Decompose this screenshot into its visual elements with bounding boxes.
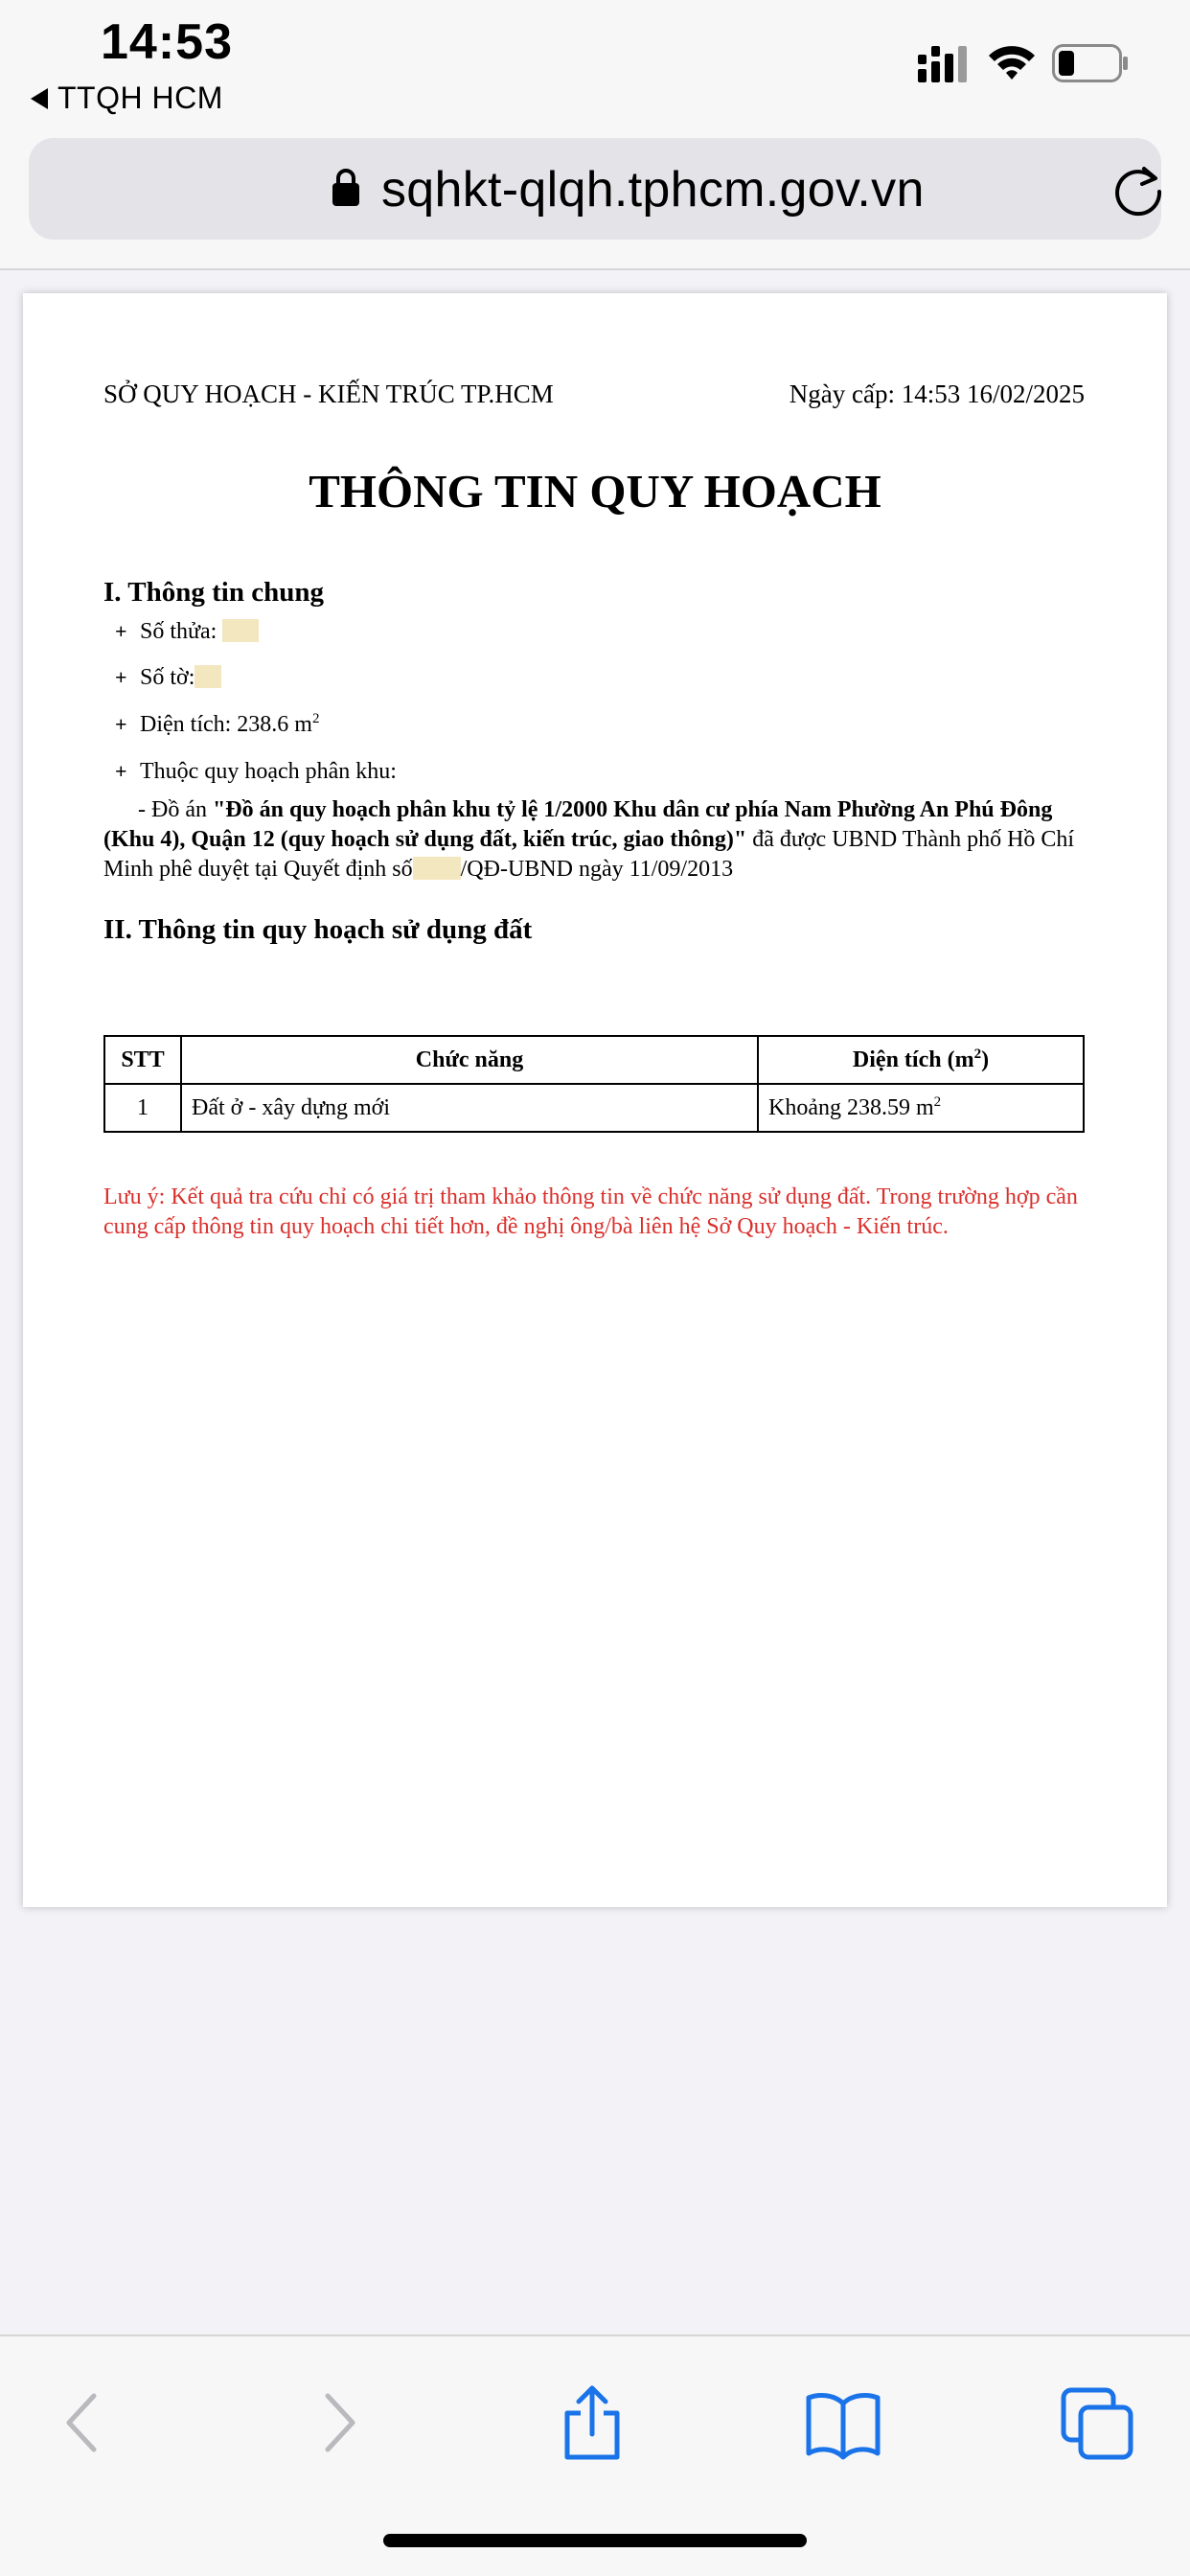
address-bar[interactable] <box>29 138 1161 240</box>
url-text[interactable]: sqhkt-qlqh.tphcm.gov.vn <box>381 162 925 218</box>
wifi-icon <box>987 42 1037 82</box>
plan-name: "Đồ án quy hoạch phân khu tỷ lệ 1/2000 Khu dân cư phía Nam Phường An Phú Đông (Khu 4), Quận 12 (quy hoạch sử dụng đất, kiến trúc, giao thông)" <box>103 797 1053 852</box>
document-page <box>23 293 1167 1907</box>
cell-area-sup: 2 <box>933 1094 942 1110</box>
forward-icon[interactable] <box>301 2384 378 2461</box>
sheet-number-field: + Số tờ: <box>115 665 221 691</box>
redacted-value <box>195 665 221 688</box>
table-row <box>104 1084 1084 1132</box>
agency-name: SỞ QUY HOẠCH - KIẾN TRÚC TP.HCM <box>103 380 554 408</box>
header-area <box>758 1036 1084 1084</box>
header-area-close: ) <box>981 1047 990 1072</box>
cell-area-value: Khoảng 238.59 m <box>768 1095 934 1120</box>
reload-icon[interactable] <box>1111 163 1165 217</box>
section-general-heading: I. Thông tin chung <box>103 577 324 608</box>
header-function: Chức năng <box>181 1036 758 1084</box>
plot-number-label: Số thửa: <box>140 619 217 644</box>
lock-icon <box>332 167 360 207</box>
browser-address-area <box>0 125 1190 270</box>
sheet-number-label: Số tờ: <box>140 665 195 690</box>
plan-description <box>103 795 1096 885</box>
status-time: 14:53 <box>101 14 233 70</box>
area-label: Diện tích: 238.6 m <box>140 712 312 737</box>
battery-icon <box>1052 44 1129 82</box>
area-field: + Diện tích: 238.6 $m^2$ <box>115 711 320 737</box>
home-indicator[interactable] <box>383 2534 807 2547</box>
signal-icon <box>918 46 968 82</box>
header-stt: STT <box>104 1036 181 1084</box>
back-triangle-icon <box>31 88 48 109</box>
plan-prefix: - Đồ án <box>138 797 213 822</box>
share-icon[interactable] <box>554 2384 630 2461</box>
cell-area <box>758 1084 1084 1132</box>
back-app-label: TTQH HCM <box>57 80 223 115</box>
zone-label: Thuộc quy hoạch phân khu: <box>140 759 397 784</box>
redacted-value <box>222 619 259 642</box>
plot-number-field: + Số thửa: <box>115 619 259 645</box>
plan-decision: /QĐ-UBND ngày 11/09/2013 <box>460 857 734 882</box>
zone-field: + Thuộc quy hoạch phân khu: <box>115 759 397 784</box>
disclaimer-note: Lưu ý: Kết quả tra cứu chỉ có giá trị tham khảo thông tin về chức năng sử dụng đất. Trong trường hợp cần cung cấp thông tin quy hoạch chi tiết hơn, đề nghị ông/bà liên hệ Sở Quy hoạch - Kiến trúc. <box>103 1184 1078 1239</box>
landuse-table <box>103 1035 1085 1133</box>
tabs-icon[interactable] <box>1060 2384 1136 2461</box>
bookmarks-icon[interactable] <box>805 2384 881 2461</box>
header-area-sup: 2 <box>973 1046 982 1062</box>
header-area-label: Diện tích (m <box>852 1047 974 1072</box>
plan-suffix: đã được UBND Thành phố Hồ Chí Minh phê duyệt tại Quyết định số <box>103 827 1075 882</box>
cell-stt: 1 <box>104 1084 181 1132</box>
table-header-row <box>104 1036 1084 1084</box>
status-bar <box>0 0 1190 125</box>
cell-function: Đất ở - xây dựng mới <box>181 1084 758 1132</box>
redacted-decision-number <box>413 857 461 880</box>
document-title: THÔNG TIN QUY HOẠCH <box>309 465 881 518</box>
back-to-app-link[interactable] <box>31 80 223 116</box>
issued-date: Ngày cấp: 14:53 16/02/2025 <box>789 380 1085 408</box>
back-icon[interactable] <box>44 2384 121 2461</box>
area-unit-sup: 2 <box>311 711 320 726</box>
section-landuse-heading: II. Thông tin quy hoạch sử dụng đất <box>103 914 533 945</box>
